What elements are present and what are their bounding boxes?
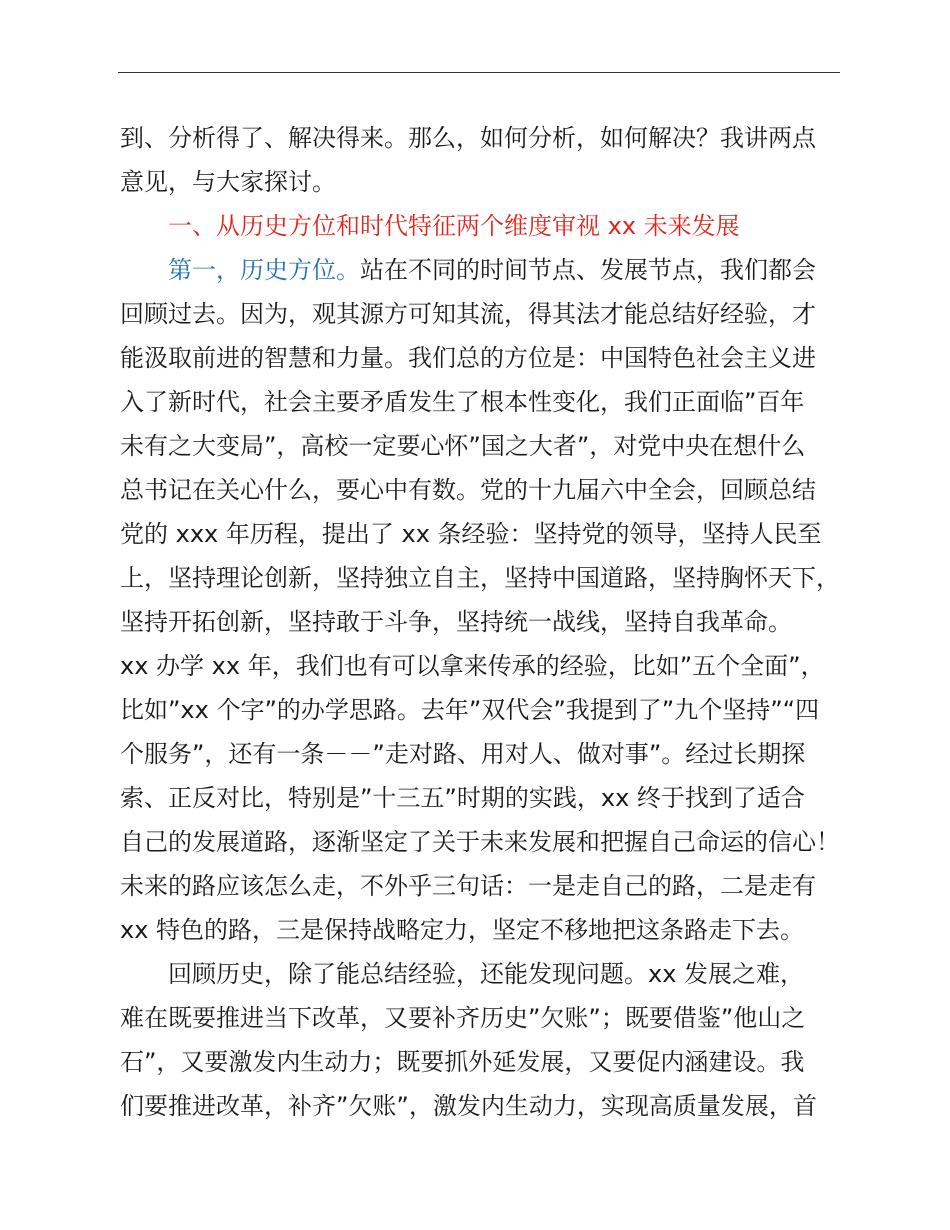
text-line: 比如”xx 个字”的办学思路。去年”双代会”我提到了”九个坚持”“四	[120, 696, 820, 724]
text-line: 党的 xxx 年历程，提出了 xx 条经验：坚持党的领导，坚持人民至	[120, 520, 822, 548]
text-line: 能汲取前进的智慧和力量。我们总的方位是：中国特色社会主义进	[120, 344, 816, 372]
header-rule	[118, 72, 840, 73]
section-heading: 一、从历史方位和时代特征两个维度审视 xx 未来发展	[168, 212, 740, 240]
text-line: 回顾过去。因为，观其源方可知其流，得其法才能总结好经验，才	[120, 300, 816, 328]
text-line: 自己的发展道路，逐渐坚定了关于未来发展和把握自己命运的信心！	[120, 828, 840, 856]
text-line: 站在不同的时间节点、发展节点，我们都会	[360, 256, 816, 284]
text-line: 个服务”，还有一条－－”走对路、用对人、做对事”。经过长期探	[120, 740, 806, 768]
text-line: 未有之大变局”，高校一定要心怀”国之大者”，对党中央在想什么	[120, 432, 806, 460]
paragraph-first-line: 回顾历史，除了能总结经验，还能发现问题。xx 发展之难，	[168, 960, 805, 988]
text-line: 入了新时代，社会主要矛盾发生了根本性变化，我们正面临”百年	[120, 388, 805, 416]
text-line: xx 办学 xx 年，我们也有可以拿来传承的经验，比如”五个全面”，	[120, 652, 825, 680]
subsection-title: 第一，历史方位。	[168, 256, 360, 284]
text-line: 到、分析得了、解决得来。那么，如何分析，如何解决？我讲两点	[120, 124, 816, 152]
text-line: 坚持开拓创新，坚持敢于斗争，坚持统一战线，坚持自我革命。	[120, 608, 792, 636]
paragraph-first-line	[120, 248, 860, 292]
text-line: 意见，与大家探讨。	[120, 168, 336, 196]
text-line: 未来的路应该怎么走，不外乎三句话：一是走自己的路，二是走有	[120, 872, 816, 900]
text-line: 石”，又要激发内生动力；既要抓外延发展，又要促内涵建设。我	[120, 1048, 805, 1076]
text-line: 上，坚持理论创新，坚持独立自主，坚持中国道路，坚持胸怀天下，	[120, 564, 840, 592]
text-line: 们要推进改革，补齐”欠账”，激发内生动力，实现高质量发展，首	[120, 1092, 817, 1120]
text-line: 总书记在关心什么，要心中有数。党的十九届六中全会，回顾总结	[120, 476, 816, 504]
text-line: 索、正反对比，特别是”十三五”时期的实践，xx 终于找到了适合	[120, 784, 805, 812]
text-line: 难在既要推进当下改革，又要补齐历史”欠账”；既要借鉴”他山之	[120, 1004, 806, 1032]
document-body	[120, 116, 860, 1128]
text-line: xx 特色的路，三是保持战略定力，坚定不移地把这条路走下去。	[120, 916, 805, 944]
